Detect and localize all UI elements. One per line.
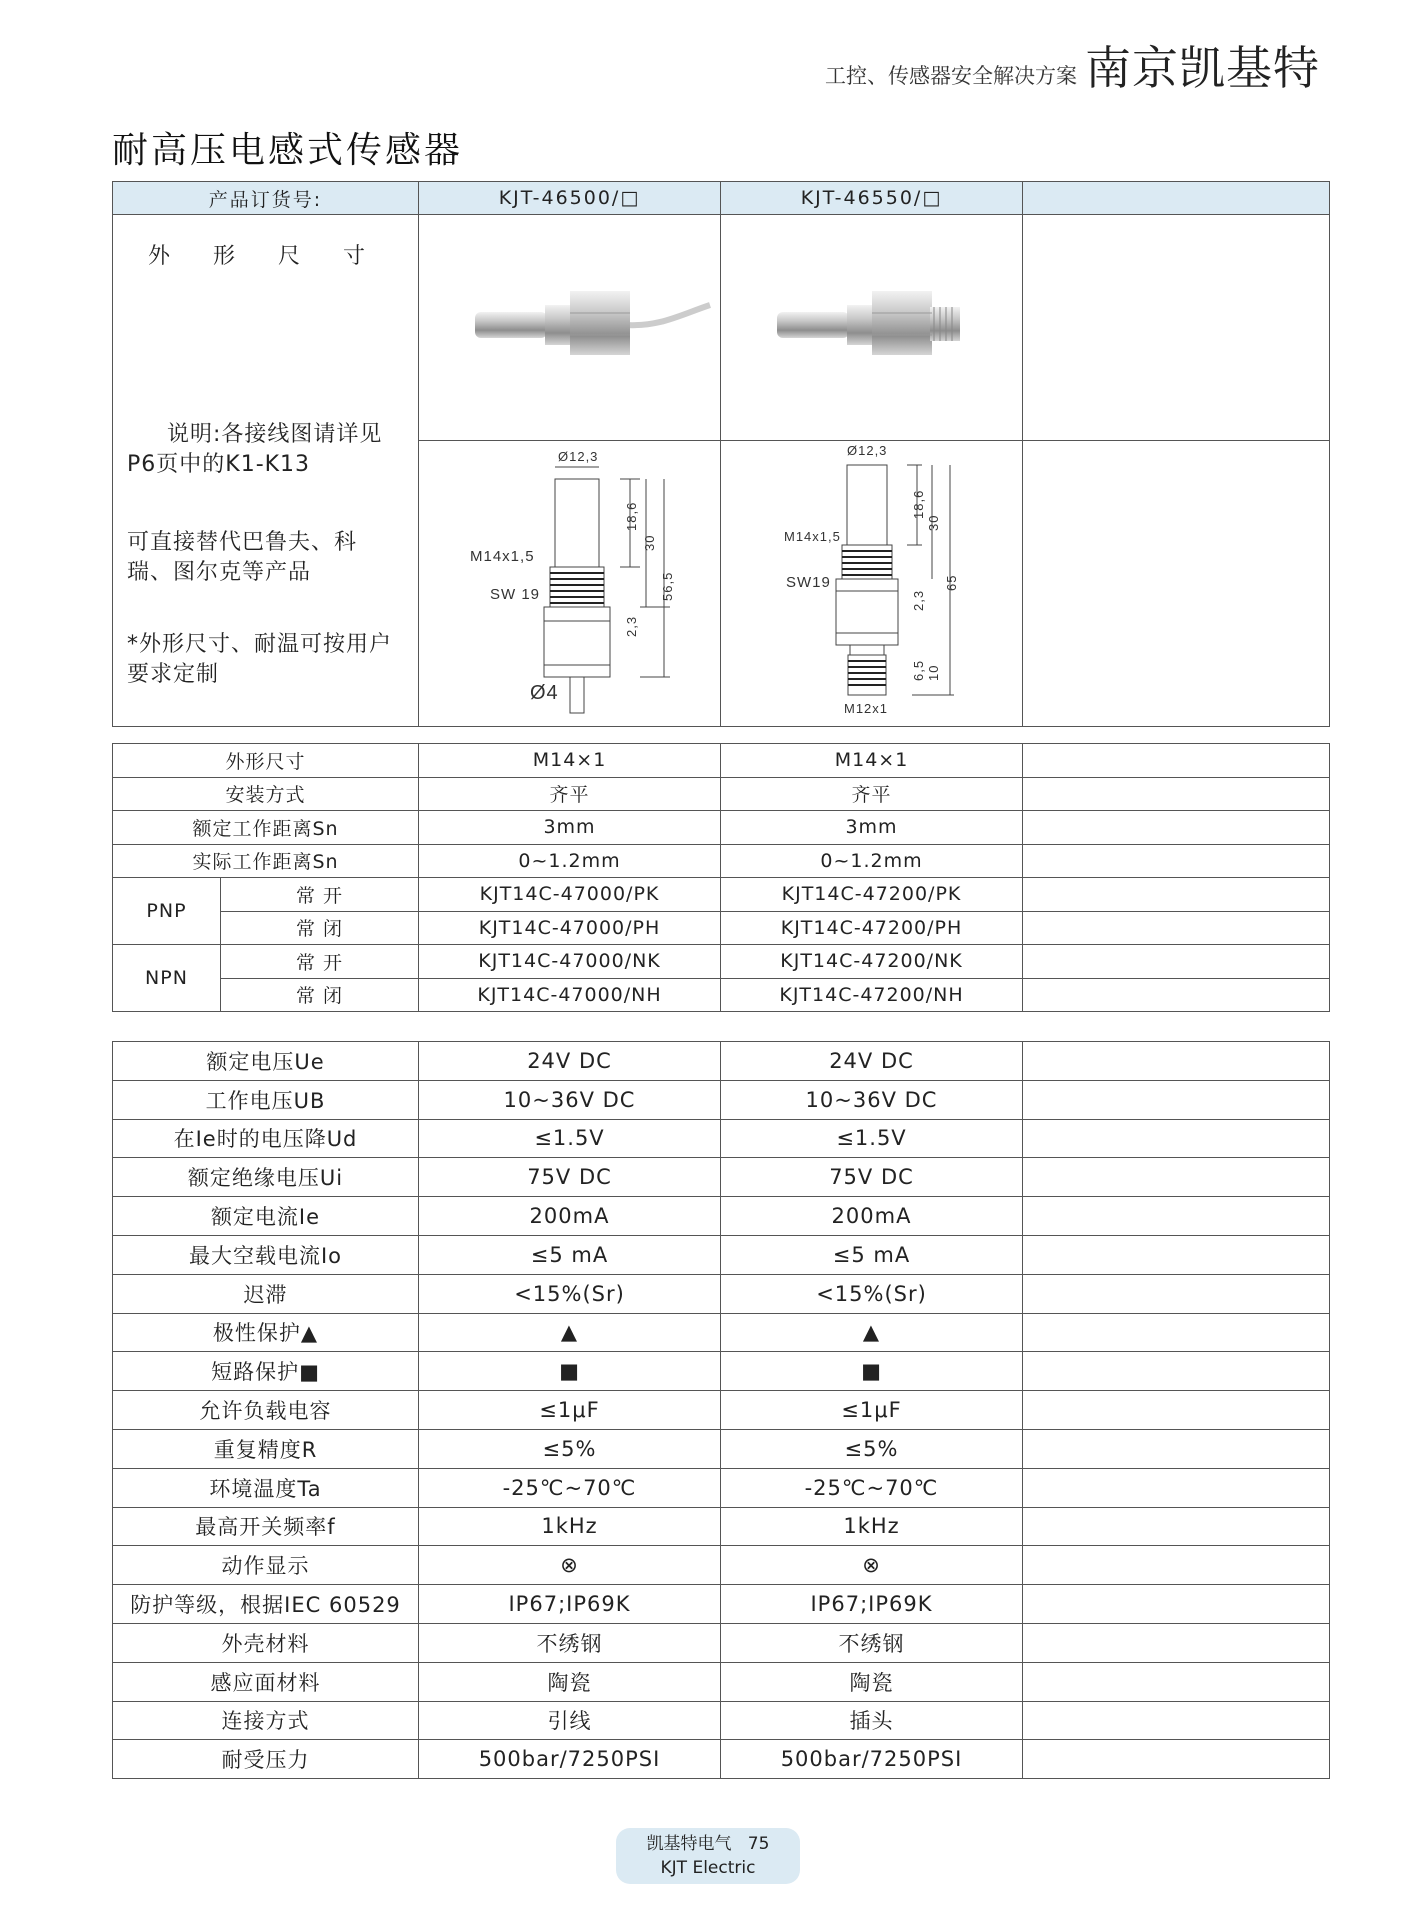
empty-cell bbox=[1023, 1197, 1330, 1236]
page-footer bbox=[616, 1828, 800, 1884]
row-value: 75V DC bbox=[721, 1158, 1023, 1197]
row-value: 10~36V DC bbox=[721, 1080, 1023, 1119]
drawing-cell-2 bbox=[721, 441, 1023, 727]
row-value: 陶瓷 bbox=[419, 1662, 721, 1701]
empty-cell bbox=[1023, 1042, 1330, 1081]
footer-company-en: KJT Electric bbox=[660, 1858, 756, 1878]
photo-cell-2 bbox=[721, 215, 1023, 441]
row-value: ▲ bbox=[721, 1313, 1023, 1352]
row-label: 实际工作距离Sn bbox=[113, 844, 419, 878]
drawing-label: M14x1,5 bbox=[469, 548, 535, 565]
empty-cell bbox=[1023, 1080, 1330, 1119]
empty-cell bbox=[1023, 945, 1330, 979]
row-value: ≤5 mA bbox=[419, 1235, 721, 1274]
table-row bbox=[113, 811, 1330, 845]
row-label: 常 闭 bbox=[221, 911, 419, 945]
empty-cell bbox=[1023, 1158, 1330, 1197]
table-row bbox=[113, 844, 1330, 878]
row-value: 200mA bbox=[721, 1197, 1023, 1236]
drawing-label: 30 bbox=[641, 534, 657, 551]
row-value: KJT14C-47000/PH bbox=[419, 911, 721, 945]
row-value: 500bar/7250PSI bbox=[419, 1740, 721, 1779]
row-label: 外壳材料 bbox=[113, 1623, 419, 1662]
drawing-label: 2,3 bbox=[623, 615, 639, 637]
drawing-label: M14x1,5 bbox=[783, 529, 841, 544]
empty-cell bbox=[1023, 1585, 1330, 1624]
table-row bbox=[113, 911, 1330, 945]
note-line: *外形尺寸、耐温可按用户 bbox=[127, 632, 393, 657]
page-title: 耐高压电感式传感器 bbox=[112, 130, 464, 171]
row-label: 安装方式 bbox=[113, 777, 419, 811]
table-row bbox=[113, 1585, 1330, 1624]
row-label: 连接方式 bbox=[113, 1701, 419, 1740]
table-row bbox=[113, 1352, 1330, 1391]
photo-cell-1 bbox=[419, 215, 721, 441]
row-value: -25℃~70℃ bbox=[419, 1468, 721, 1507]
sensor-photo-connector bbox=[722, 215, 1022, 435]
note-line: 要求定制 bbox=[127, 662, 220, 687]
drawing-label: SW19 bbox=[785, 574, 831, 591]
empty-cell bbox=[1023, 1352, 1330, 1391]
row-value: IP67;IP69K bbox=[419, 1585, 721, 1624]
notes bbox=[113, 420, 418, 690]
table-row bbox=[113, 878, 1330, 912]
row-value: 1kHz bbox=[721, 1507, 1023, 1546]
row-value: 齐平 bbox=[419, 777, 721, 811]
row-value: KJT14C-47000/NH bbox=[419, 978, 721, 1012]
note-line: 可直接替代巴鲁夫、科 bbox=[127, 530, 358, 555]
table-row bbox=[113, 1235, 1330, 1274]
note-line: 瑞、图尔克等产品 bbox=[127, 560, 312, 585]
table-row bbox=[113, 1313, 1330, 1352]
row-label: 额定工作距离Sn bbox=[113, 811, 419, 845]
empty-cell bbox=[1023, 1429, 1330, 1468]
empty-cell bbox=[1023, 1235, 1330, 1274]
drawing-label: 6,5 bbox=[910, 659, 926, 681]
table-row bbox=[113, 978, 1330, 1012]
sensor-photo-cable bbox=[420, 215, 720, 435]
row-value: <15%(Sr) bbox=[721, 1274, 1023, 1313]
row-label: 防护等级，根据IEC 60529 bbox=[113, 1585, 419, 1624]
table-row bbox=[113, 1119, 1330, 1158]
empty-cell bbox=[1023, 1701, 1330, 1740]
row-value: 引线 bbox=[419, 1701, 721, 1740]
row-value: ⊗ bbox=[419, 1546, 721, 1585]
row-value: 0~1.2mm bbox=[721, 844, 1023, 878]
empty-cell bbox=[1023, 911, 1330, 945]
table-row bbox=[113, 1546, 1330, 1585]
row-value: 10~36V DC bbox=[419, 1080, 721, 1119]
row-value: -25℃~70℃ bbox=[721, 1468, 1023, 1507]
drawing-label: Ø12,3 bbox=[557, 449, 598, 464]
row-label: 外形尺寸 bbox=[113, 744, 419, 778]
row-label: 工作电压UB bbox=[113, 1080, 419, 1119]
pnp-label: PNP bbox=[113, 878, 221, 945]
electrical-spec-table bbox=[112, 1041, 1330, 1779]
table-row bbox=[113, 1197, 1330, 1236]
row-value: M14×1 bbox=[419, 744, 721, 778]
row-value: 插头 bbox=[721, 1701, 1023, 1740]
row-value: IP67;IP69K bbox=[721, 1585, 1023, 1624]
row-value: 24V DC bbox=[721, 1042, 1023, 1081]
row-value: 3mm bbox=[721, 811, 1023, 845]
drawing-label: SW 19 bbox=[489, 586, 540, 603]
drawing-label: M12x1 bbox=[843, 701, 888, 716]
empty-cell bbox=[1023, 844, 1330, 878]
empty-cell bbox=[1023, 1119, 1330, 1158]
row-label: 最高开关频率f bbox=[113, 1507, 419, 1546]
row-value: 不绣钢 bbox=[419, 1623, 721, 1662]
note-line: P6页中的K1-K13 bbox=[127, 452, 311, 477]
table-row bbox=[113, 1042, 1330, 1081]
drawing-label: Ø12,3 bbox=[846, 443, 887, 458]
row-label: 常 开 bbox=[221, 878, 419, 912]
row-label: 允许负载电容 bbox=[113, 1391, 419, 1430]
row-value: 3mm bbox=[419, 811, 721, 845]
row-value: KJT14C-47200/NK bbox=[721, 945, 1023, 979]
row-value: ■ bbox=[721, 1352, 1023, 1391]
row-label: 最大空载电流Io bbox=[113, 1235, 419, 1274]
table-row bbox=[113, 1507, 1330, 1546]
dimension-drawing-2 bbox=[722, 441, 1022, 721]
brand-name: 南京凯基特 bbox=[1085, 41, 1320, 95]
page-header bbox=[825, 32, 1320, 98]
table-row bbox=[113, 1080, 1330, 1119]
row-label: 短路保护■ bbox=[113, 1352, 419, 1391]
npn-label: NPN bbox=[113, 945, 221, 1012]
model-1: KJT-46500/□ bbox=[419, 182, 721, 215]
row-value: ≤5% bbox=[419, 1429, 721, 1468]
empty-cell bbox=[1023, 1391, 1330, 1430]
table-row bbox=[113, 777, 1330, 811]
table-row bbox=[113, 945, 1330, 979]
row-value: 200mA bbox=[419, 1197, 721, 1236]
row-value: ⊗ bbox=[721, 1546, 1023, 1585]
row-value: <15%(Sr) bbox=[419, 1274, 721, 1313]
row-value: 500bar/7250PSI bbox=[721, 1740, 1023, 1779]
row-value: ≤1.5V bbox=[721, 1119, 1023, 1158]
empty-cell bbox=[1023, 1740, 1330, 1779]
empty-cell bbox=[1023, 1662, 1330, 1701]
table-row bbox=[113, 1701, 1330, 1740]
empty-cell bbox=[1023, 441, 1330, 727]
page-number: 75 bbox=[747, 1834, 770, 1854]
drawing-label: 65 bbox=[943, 574, 959, 591]
row-label: 感应面材料 bbox=[113, 1662, 419, 1701]
dimension-title: 外 形 尺 寸 bbox=[148, 244, 383, 269]
product-image-table bbox=[112, 181, 1330, 727]
empty-cell bbox=[1023, 744, 1330, 778]
table-row bbox=[113, 1468, 1330, 1507]
tagline: 工控、传感器安全解决方案 bbox=[825, 64, 1077, 88]
row-label: 常 闭 bbox=[221, 978, 419, 1012]
row-label: 额定绝缘电压Ui bbox=[113, 1158, 419, 1197]
row-label: 在Ie时的电压降Ud bbox=[113, 1119, 419, 1158]
table-row bbox=[113, 1158, 1330, 1197]
row-value: ≤1.5V bbox=[419, 1119, 721, 1158]
empty-cell bbox=[1023, 1546, 1330, 1585]
drawing-label: 10 bbox=[925, 664, 941, 681]
order-label: 产品订货号: bbox=[113, 182, 419, 215]
row-value: 0~1.2mm bbox=[419, 844, 721, 878]
empty-cell bbox=[1023, 1507, 1330, 1546]
table-row bbox=[113, 1740, 1330, 1779]
row-label: 额定电流Ie bbox=[113, 1197, 419, 1236]
empty-cell bbox=[1023, 182, 1330, 215]
empty-cell bbox=[1023, 878, 1330, 912]
drawing-label: 56,5 bbox=[659, 571, 675, 601]
row-value: ≤1μF bbox=[419, 1391, 721, 1430]
row-label: 常 开 bbox=[221, 945, 419, 979]
row-value: ≤1μF bbox=[721, 1391, 1023, 1430]
drawing-label: 18,6 bbox=[623, 501, 639, 531]
drawing-label: Ø4 bbox=[529, 682, 559, 704]
dimension-drawing-1 bbox=[420, 441, 720, 721]
row-value: KJT14C-47200/NH bbox=[721, 978, 1023, 1012]
row-value: KJT14C-47000/PK bbox=[419, 878, 721, 912]
row-value: ■ bbox=[419, 1352, 721, 1391]
row-value: 陶瓷 bbox=[721, 1662, 1023, 1701]
row-value: 24V DC bbox=[419, 1042, 721, 1081]
empty-cell bbox=[1023, 1313, 1330, 1352]
table-row bbox=[113, 1274, 1330, 1313]
drawing-label: 30 bbox=[925, 514, 941, 531]
row-label: 耐受压力 bbox=[113, 1740, 419, 1779]
row-value: ≤5% bbox=[721, 1429, 1023, 1468]
row-value: ▲ bbox=[419, 1313, 721, 1352]
row-label: 额定电压Ue bbox=[113, 1042, 419, 1081]
row-value: 不绣钢 bbox=[721, 1623, 1023, 1662]
row-label: 环境温度Ta bbox=[113, 1468, 419, 1507]
footer-company: 凯基特电气 bbox=[646, 1834, 732, 1854]
model-2: KJT-46550/□ bbox=[721, 182, 1023, 215]
row-value: KJT14C-47200/PK bbox=[721, 878, 1023, 912]
table-row bbox=[113, 1623, 1330, 1662]
empty-cell bbox=[1023, 1468, 1330, 1507]
row-value: ≤5 mA bbox=[721, 1235, 1023, 1274]
table-row bbox=[113, 1429, 1330, 1468]
row-value: 75V DC bbox=[419, 1158, 721, 1197]
drawing-label: 2,3 bbox=[910, 589, 926, 611]
dimension-notes-cell bbox=[113, 215, 419, 727]
drawing-cell-1 bbox=[419, 441, 721, 727]
row-value: M14×1 bbox=[721, 744, 1023, 778]
drawing-label: 18,6 bbox=[910, 489, 926, 519]
row-label: 迟滞 bbox=[113, 1274, 419, 1313]
model-spec-table bbox=[112, 743, 1330, 1012]
empty-cell bbox=[1023, 777, 1330, 811]
row-label: 极性保护▲ bbox=[113, 1313, 419, 1352]
empty-cell bbox=[1023, 811, 1330, 845]
order-number-row bbox=[113, 182, 1330, 215]
row-value: 1kHz bbox=[419, 1507, 721, 1546]
row-value: KJT14C-47000/NK bbox=[419, 945, 721, 979]
empty-cell bbox=[1023, 215, 1330, 441]
table-row bbox=[113, 1662, 1330, 1701]
table-row bbox=[113, 1391, 1330, 1430]
empty-cell bbox=[1023, 1274, 1330, 1313]
empty-cell bbox=[1023, 1623, 1330, 1662]
note-line: 说明:各接线图请详见 bbox=[167, 422, 383, 447]
row-value: 齐平 bbox=[721, 777, 1023, 811]
table-row bbox=[113, 744, 1330, 778]
empty-cell bbox=[1023, 978, 1330, 1012]
row-label: 重复精度R bbox=[113, 1429, 419, 1468]
row-value: KJT14C-47200/PH bbox=[721, 911, 1023, 945]
row-label: 动作显示 bbox=[113, 1546, 419, 1585]
